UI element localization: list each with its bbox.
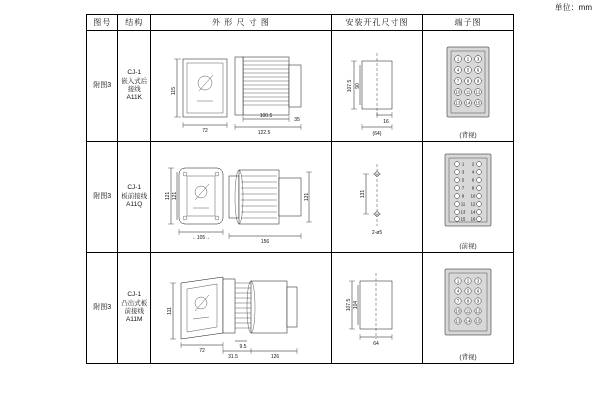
- dim-121b: 121: [171, 191, 178, 201]
- cell-terminal-drawing: [422, 253, 513, 364]
- svg-text:12: 12: [475, 89, 481, 95]
- svg-text:7: 7: [456, 298, 460, 304]
- cell-drawing-no: [87, 142, 118, 253]
- dim-72b: 72: [199, 348, 205, 354]
- terminal-caption-2: (前视): [459, 243, 477, 250]
- svg-text:13: 13: [455, 318, 461, 324]
- svg-text:11: 11: [465, 308, 471, 314]
- cell-drawing-no: [87, 253, 118, 364]
- svg-text:6: 6: [476, 67, 480, 73]
- structure-code: A11K: [126, 94, 142, 102]
- cell-drawing-no: [87, 31, 118, 142]
- svg-text:9: 9: [461, 193, 465, 199]
- cell-outline-drawing: [150, 31, 331, 142]
- dim-121: 121: [164, 191, 171, 201]
- structure-text-2: [118, 142, 150, 252]
- dim-9-5: 9.5: [239, 344, 247, 350]
- hole-svg-row1: [332, 31, 422, 141]
- structure-model: CJ-1: [127, 69, 142, 77]
- dim-90: 90: [354, 83, 361, 89]
- svg-text:2: 2: [466, 278, 470, 284]
- terminal-svg-row3: [423, 253, 513, 363]
- svg-text:12: 12: [470, 201, 476, 207]
- dim-64b: 64: [373, 341, 379, 347]
- dim-72: 72: [202, 128, 208, 134]
- svg-text:8: 8: [471, 185, 475, 191]
- table-row: [87, 142, 514, 253]
- svg-text:13: 13: [455, 100, 461, 106]
- structure-text-1: [118, 31, 150, 141]
- dim-100-5: 100.5: [259, 113, 273, 119]
- terminal-svg-row1: [423, 31, 513, 141]
- svg-text:5: 5: [466, 288, 470, 294]
- cell-hole-drawing: [331, 253, 422, 364]
- svg-text:4: 4: [456, 67, 460, 73]
- svg-text:7: 7: [461, 185, 465, 191]
- structure-desc: 板前接线: [121, 192, 148, 200]
- table-row: [87, 31, 514, 142]
- cell-structure: [118, 142, 151, 253]
- svg-text:1: 1: [456, 56, 460, 62]
- outline-svg-row3: [151, 253, 331, 363]
- svg-text:11: 11: [460, 201, 466, 207]
- drawing-no-value: 附图3: [93, 193, 112, 201]
- svg-text:3: 3: [476, 56, 480, 62]
- header-structure: 结构: [118, 15, 151, 31]
- dim-122-5: 122.5: [257, 130, 271, 136]
- svg-text:9: 9: [476, 78, 480, 84]
- terminal-caption-3: (背视): [459, 354, 477, 361]
- svg-text:3: 3: [461, 169, 465, 175]
- header-terminal: 端子图: [422, 15, 513, 31]
- structure-desc: 凸出式板前接线: [121, 299, 148, 315]
- cell-outline-drawing: [150, 142, 331, 253]
- svg-text:4: 4: [471, 169, 475, 175]
- svg-text:8: 8: [466, 78, 470, 84]
- dim-107-5: 107.5: [346, 79, 353, 93]
- table-row: [87, 253, 514, 364]
- dim-2xd5: 2-ø5: [371, 230, 383, 236]
- svg-text:7: 7: [456, 78, 460, 84]
- svg-text:10: 10: [470, 193, 476, 199]
- header-hole: 安装开孔尺寸图: [331, 15, 422, 31]
- svg-text:2: 2: [471, 161, 475, 167]
- svg-text:12: 12: [475, 308, 481, 314]
- svg-text:15: 15: [475, 318, 481, 324]
- table-header-row: [87, 15, 514, 31]
- svg-text:9: 9: [476, 298, 480, 304]
- dim-131-hole: 131: [359, 189, 366, 199]
- header-drawing-no: 图号: [87, 15, 118, 31]
- structure-desc: 嵌入式后接线: [121, 77, 148, 93]
- svg-text:1: 1: [461, 161, 465, 167]
- structure-model: CJ-1: [127, 184, 142, 192]
- svg-text:14: 14: [465, 100, 471, 106]
- terminal-svg-row2: [423, 142, 513, 252]
- svg-text:16: 16: [470, 216, 476, 222]
- svg-text:4: 4: [456, 288, 460, 294]
- drawing-no-text-2: [87, 142, 117, 252]
- dim-111: 111: [166, 307, 173, 315]
- dim-105: ←105→: [191, 235, 211, 241]
- spec-table: [86, 14, 514, 364]
- svg-text:5: 5: [466, 67, 470, 73]
- svg-text:6: 6: [476, 288, 480, 294]
- cell-hole-drawing: [331, 31, 422, 142]
- cell-structure: [118, 31, 151, 142]
- drawing-no-text-1: [87, 31, 117, 141]
- structure-code: A11M: [125, 316, 143, 324]
- svg-text:2: 2: [466, 56, 470, 62]
- drawing-no-value: 附图3: [93, 82, 112, 90]
- terminal-caption-1: (背视): [459, 132, 477, 139]
- dim-35: 35: [294, 117, 300, 123]
- svg-text:15: 15: [475, 100, 481, 106]
- svg-text:14: 14: [465, 318, 471, 324]
- drawing-no-text-3: [87, 253, 117, 363]
- dim-107-5b: 107.5: [345, 298, 352, 312]
- unit-note: 单位：mm: [554, 3, 592, 12]
- svg-text:13: 13: [460, 209, 466, 215]
- structure-code: A11Q: [126, 201, 143, 209]
- hole-svg-row3: [332, 253, 422, 363]
- hole-svg-row2: [332, 142, 422, 252]
- svg-text:8: 8: [466, 298, 470, 304]
- cell-terminal-drawing: [422, 142, 513, 253]
- dim-126: 126: [270, 354, 280, 360]
- svg-text:15: 15: [460, 216, 466, 222]
- dim-31-5: 31.5: [228, 354, 238, 360]
- svg-text:14: 14: [470, 209, 476, 215]
- cell-terminal-drawing: [422, 31, 513, 142]
- drawing-no-value: 附图3: [93, 304, 112, 312]
- structure-text-3: [118, 253, 150, 363]
- cell-structure: [118, 253, 151, 364]
- svg-text:11: 11: [465, 89, 471, 95]
- outline-svg-row1: [151, 31, 331, 141]
- svg-text:3: 3: [476, 278, 480, 284]
- cell-outline-drawing: [150, 253, 331, 364]
- svg-text:6: 6: [471, 177, 475, 183]
- cell-hole-drawing: [331, 142, 422, 253]
- svg-text:1: 1: [456, 278, 460, 284]
- svg-text:5: 5: [461, 177, 465, 183]
- dim-131: 131: [303, 192, 310, 202]
- dim-64: (64): [372, 131, 382, 137]
- svg-text:10: 10: [455, 89, 461, 95]
- svg-text:10: 10: [455, 308, 461, 314]
- dim-16: 16: [383, 119, 389, 125]
- header-outline: 外 形 尺 寸 图: [150, 15, 331, 31]
- structure-model: CJ-1: [127, 291, 142, 299]
- dim-115: 115: [170, 87, 177, 95]
- dim-156: 156: [260, 239, 270, 245]
- dim-104: 104: [352, 300, 359, 310]
- outline-svg-row2: [151, 142, 331, 252]
